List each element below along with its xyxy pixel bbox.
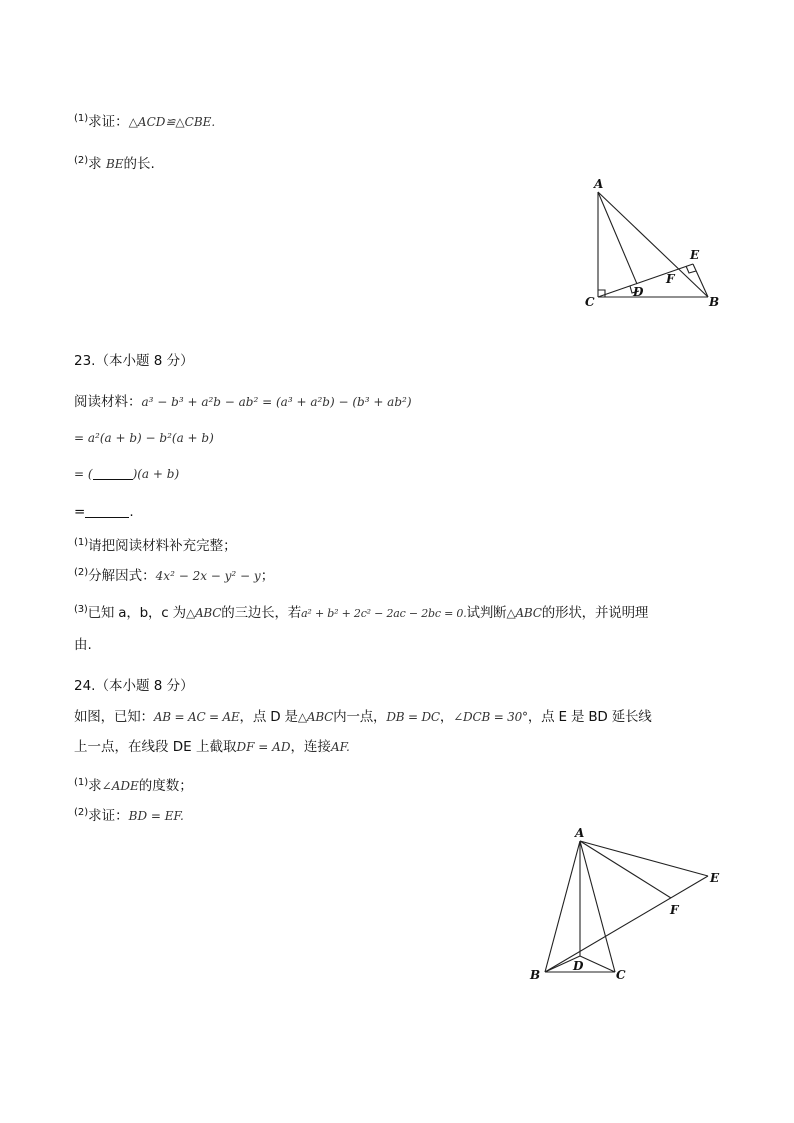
- q23-blank-2[interactable]: [85, 505, 129, 518]
- fig2-label-C: C: [616, 968, 626, 982]
- q24-p1-end: 的度数；: [138, 778, 193, 794]
- q24-l1-math4: ∠DCB = 30°: [453, 710, 528, 724]
- q22-p2-text-b: 的长.: [123, 156, 155, 172]
- q23-p2-text: 分解因式：: [88, 568, 156, 584]
- q24-p1-text: 求: [88, 778, 102, 794]
- fig1-label-B: B: [709, 295, 720, 309]
- fig2-label-F: F: [670, 903, 679, 917]
- fig2-label-A: A: [575, 826, 585, 840]
- q23-material-line3: [74, 465, 179, 483]
- q23-p3-c: 试判断: [466, 605, 507, 621]
- q23-material-line4: [74, 503, 134, 521]
- q23-p3-math2: a² + b² + 2c² − 2ac − 2bc = 0.: [301, 607, 467, 620]
- fig2-label-B: B: [530, 968, 541, 982]
- q23-part2: [74, 564, 274, 585]
- q23-blank-1[interactable]: [93, 467, 133, 480]
- fig2-label-E: E: [710, 871, 720, 885]
- fig1-label-A: A: [594, 177, 604, 191]
- q24-l2-b: ，连接: [290, 739, 331, 755]
- fig1-segment-EB: [693, 264, 708, 297]
- q24-l1-c: 内一点，: [333, 709, 387, 725]
- q23-line1: a³ − b³ + a²b − ab² = (a³ + a²b) − (b³ + ab²): [141, 395, 412, 409]
- q23-label: 阅读材料：: [74, 394, 142, 410]
- q24-l2-math: DF = AD: [236, 740, 291, 754]
- q23-p3-num: (3): [74, 604, 88, 615]
- q23-p1-text: 请把阅读材料补充完整；: [88, 538, 237, 554]
- q22-part1: [74, 110, 215, 131]
- q24-p1-math: ∠ADE: [101, 779, 139, 793]
- q22-p2-num: (2): [74, 155, 89, 166]
- fig2-segment-AB: [545, 841, 580, 972]
- q24-part2: [74, 804, 184, 825]
- q24-l1-e: ，点 E 是 BD 延长线: [527, 709, 652, 725]
- q24-l1-math2: △ABC: [297, 710, 334, 724]
- q24-l2-a: 上一点，在线段 DE 上截取: [74, 739, 237, 755]
- q23-part1: [74, 534, 237, 555]
- q24-line2: [74, 738, 350, 756]
- q24-p2-text: 求证：: [88, 808, 129, 824]
- fig2-label-D: D: [573, 959, 584, 973]
- q23-p3-a: 已知 a，b，c 为: [87, 605, 186, 621]
- fig1-label-D: D: [633, 285, 644, 299]
- fig2-segment-DC: [580, 956, 615, 972]
- q24-l2-math2: AF.: [330, 740, 350, 754]
- q24-l1-math1: AB = AC = AE: [153, 710, 240, 724]
- q23-p1-num: (1): [74, 537, 89, 548]
- q22-p2-math: BE: [105, 157, 124, 171]
- q24-header: 24.（本小题 8 分）: [74, 678, 194, 694]
- q24-l1-b: ，点 D 是: [239, 709, 298, 725]
- q23-line4-end: .: [129, 504, 134, 520]
- q22-part2: [74, 152, 155, 173]
- q23-p3-b: 的三边长，若: [221, 605, 302, 621]
- q24-part1: [74, 774, 193, 795]
- q22-p1-math: △ACD≌△CBE.: [128, 115, 216, 129]
- q24-l1-a: 如图，已知：: [74, 709, 154, 725]
- q24-p2-num: (2): [74, 807, 89, 818]
- q23-part3-cont: 由.: [74, 637, 92, 653]
- q23-p3-d: 的形状，并说明理: [541, 605, 649, 621]
- fig1-label-F: F: [666, 272, 675, 286]
- q23-line2: = a²(a + b) − b²(a + b): [74, 431, 214, 445]
- q23-p2-math: 4x² − 2x − y² − y: [155, 569, 261, 583]
- q23-p2-num: (2): [74, 567, 89, 578]
- fig1-segment-AD: [598, 192, 637, 284]
- fig1-label-E: E: [690, 248, 700, 262]
- q23-header: 23.（本小题 8 分）: [74, 353, 194, 369]
- fig2-segment-AF: [580, 841, 671, 898]
- q22-p2-text-a: 求: [88, 156, 106, 172]
- figure-2-triangle: [525, 825, 730, 990]
- q23-line3-b: )(a + b): [132, 467, 180, 481]
- q24-line1: [74, 708, 652, 726]
- q23-material-line1: [74, 393, 412, 411]
- fig1-label-C: C: [585, 295, 595, 309]
- q24-l1-math3: DB = DC: [386, 710, 440, 724]
- fig2-segment-AC: [580, 841, 615, 972]
- q23-material-line2: [74, 429, 214, 447]
- q24-p2-math: BD = EF.: [128, 809, 184, 823]
- q23-p3-math1: △ABC: [185, 606, 222, 620]
- fig2-segment-BE: [545, 876, 708, 972]
- q23-p3-math3: △ABC: [506, 606, 542, 620]
- q24-p1-num: (1): [74, 777, 89, 788]
- fig2-segment-AE: [580, 841, 708, 876]
- figure-1-triangle: [580, 175, 725, 315]
- q23-p2-end: ；: [260, 568, 275, 584]
- q22-p1-text: 求证：: [88, 114, 129, 130]
- q23-line3-a: = (: [74, 467, 93, 481]
- fig1-segment-AB: [598, 192, 708, 297]
- fig1-segment-CE: [598, 264, 693, 297]
- q24-l1-d: ，: [439, 709, 454, 725]
- q23-part3: [74, 601, 648, 623]
- q22-p1-num: (1): [74, 113, 89, 124]
- q23-line4: =: [74, 504, 86, 520]
